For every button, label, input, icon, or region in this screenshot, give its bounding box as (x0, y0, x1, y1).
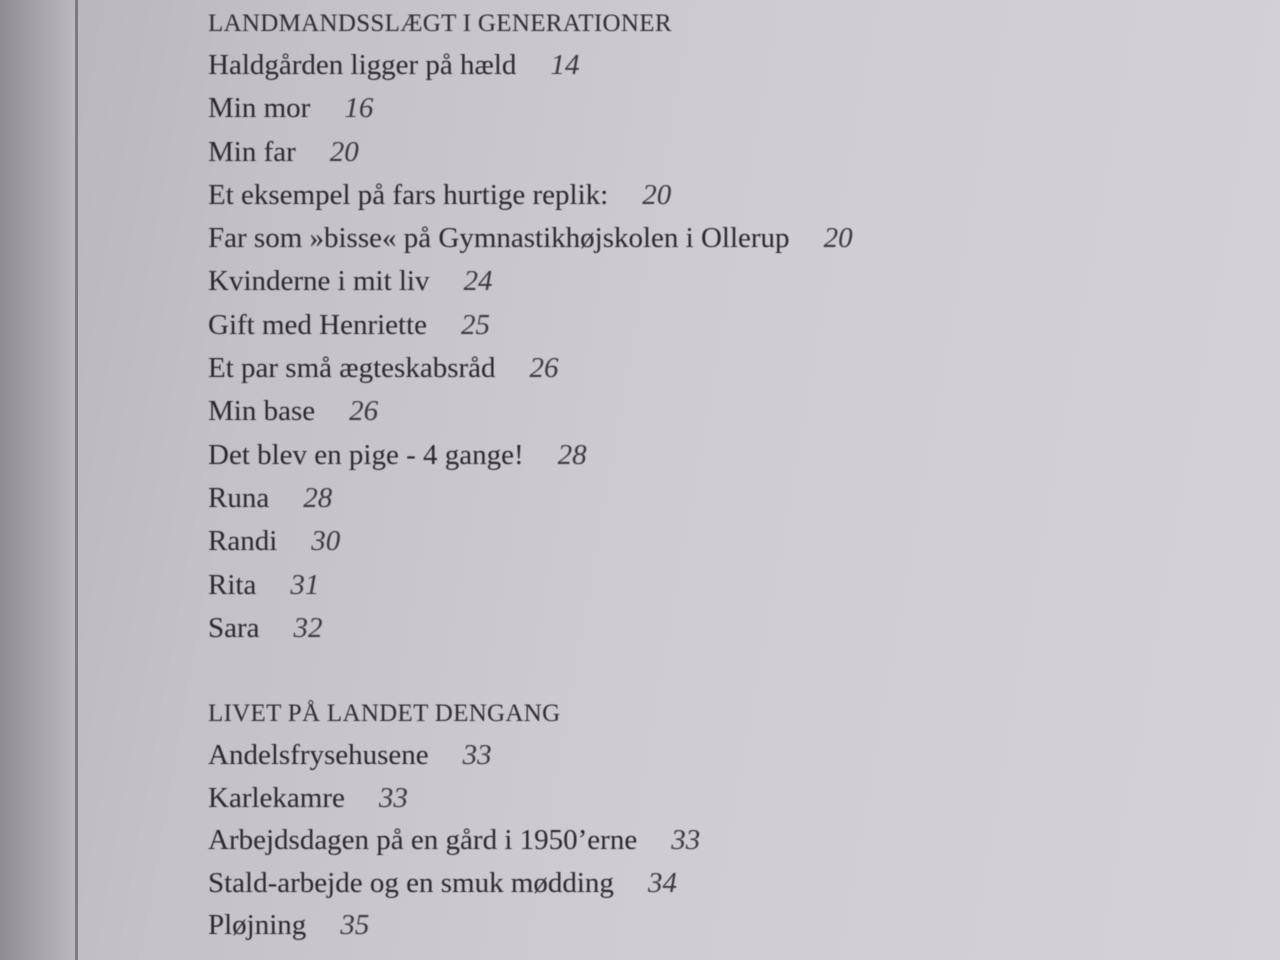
toc-entry (208, 819, 700, 862)
entry-page-number: 20 (329, 135, 359, 168)
entry-title: Gift med Henriette (208, 308, 428, 341)
toc-entry (208, 564, 853, 607)
entry-page-number: 35 (340, 909, 370, 941)
entry-title: Far som »bisse« på Gymnastikhøjskolen i Ollerup (208, 222, 790, 255)
entry-page-number: 34 (647, 866, 677, 899)
toc-entry (208, 520, 853, 563)
toc-entry (208, 347, 853, 390)
entry-title: Rita (208, 568, 257, 601)
entry-title: Et eksempel på fars hurtige replik: (208, 178, 609, 211)
toc-entry (208, 87, 853, 130)
toc-entry (208, 777, 700, 820)
toc-entry (208, 260, 853, 303)
entry-title: Stald-arbejde og en smuk mødding (208, 866, 614, 899)
toc-section (208, 4, 853, 650)
entry-title: Kvinderne i mit liv (208, 265, 430, 298)
entry-title: Arbejdsdagen på en gård i 1950’erne (208, 824, 638, 856)
toc-entry (208, 174, 853, 217)
entry-page-number: 25 (461, 308, 491, 341)
entry-page-number: 33 (462, 739, 492, 771)
entry-title: Runa (208, 481, 270, 514)
entry-page-number: 16 (344, 92, 374, 125)
entry-title: Andelsfrysehusene (208, 739, 429, 771)
entry-title: Min far (208, 135, 296, 168)
toc-entry (208, 477, 853, 520)
entry-title: Min base (208, 395, 316, 428)
section-heading: LIVET PÅ LANDET DENGANG (208, 700, 561, 727)
entry-title: Randi (208, 525, 278, 558)
entry-title: Pløjning (208, 909, 307, 941)
book-page-edge (0, 0, 78, 960)
entry-title: Min mor (208, 92, 311, 125)
toc-entry (208, 304, 853, 347)
toc-entry (208, 44, 853, 87)
entry-page-number: 20 (642, 178, 672, 211)
entry-title: Karlekamre (208, 781, 345, 814)
entry-title: Sara (208, 611, 260, 644)
entry-page-number: 20 (823, 222, 853, 255)
entry-title: Haldgården ligger på hæld (208, 49, 517, 81)
entry-title: Det blev en pige - 4 gange! (208, 438, 524, 471)
entry-page-number: 30 (311, 525, 341, 558)
entry-page-number: 33 (378, 781, 408, 814)
entry-page-number: 28 (303, 481, 333, 514)
entry-page-number: 31 (290, 568, 320, 601)
entry-page-number: 32 (293, 611, 323, 644)
entry-page-number: 26 (529, 352, 559, 385)
toc-entry (208, 607, 853, 650)
entry-title: Et par små ægteskabsråd (208, 352, 496, 385)
toc-entry (208, 734, 700, 777)
entry-page-number: 33 (671, 824, 701, 856)
toc-entry (208, 434, 853, 477)
toc-entry (208, 131, 853, 174)
toc-entry (208, 904, 700, 947)
toc-entry (208, 862, 700, 905)
entry-page-number: 24 (463, 265, 493, 298)
toc-entry (208, 390, 853, 433)
section-heading: LANDMANDSSLÆGT I GENERATIONER (208, 10, 672, 37)
toc-entry (208, 217, 853, 260)
entry-page-number: 26 (349, 395, 379, 428)
toc-section (208, 694, 700, 947)
entry-page-number: 14 (550, 49, 580, 81)
entry-page-number: 28 (557, 438, 587, 471)
